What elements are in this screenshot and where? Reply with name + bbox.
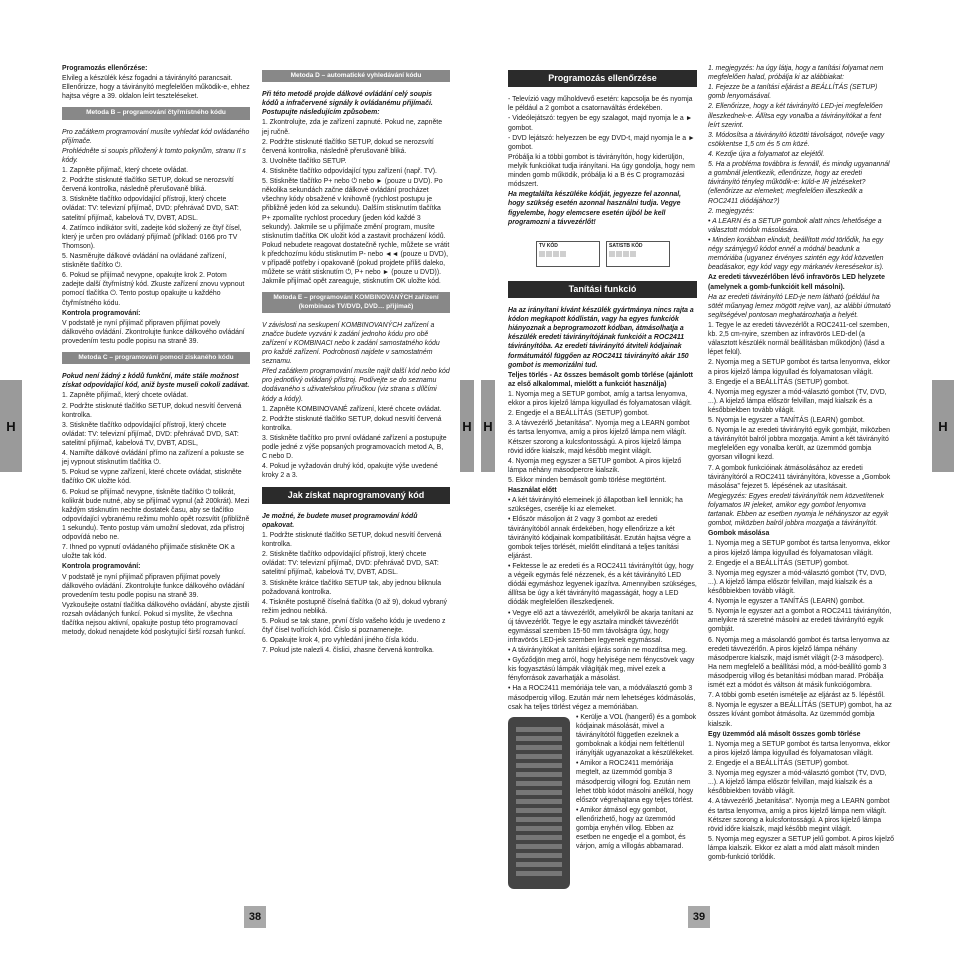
paragraph: 2. Podržte stisknuté tlačítko SETUP, dokud nesvítí červená kontrolka.: [62, 402, 242, 419]
paragraph: 5. Nyomja meg egyszer a SETUP jelű gombot. A piros kijelző lámpa kialszik. Ekkor ez alatt a mód alatt másolt minden gomb-funkció törlődik.: [708, 835, 895, 862]
page-number-right: 39: [688, 906, 710, 928]
paragraph: 2. Ellenőrizze, hogy a két távirányító LED-jei megfelelően illeszkednek-e. Állítsa egy vonalba a távirányítókat a fent leírt szerint.: [708, 103, 883, 129]
paragraph: • A két távirányító elemeinek jó állapotban kell lenniük; ha szükséges, cserélje ki az elemeket.: [508, 497, 683, 514]
section-heading: Jak získat naprogramovaný kód: [262, 487, 450, 504]
paragraph: • Fektesse le az eredeti és a ROC2411 távirányítót úgy, hogy a végeik egymás felé nézzenek, és a két távirányító LED diódái egymáshoz legyenek igazítva. Amennyiben szükséges, állítsa be úgy a két távirányító magasságát, hogy a LED diódák megfelelően illeszkedjenek.: [508, 562, 697, 607]
paragraph: 7. A többi gomb esetén ismételje az eljárást az 5. lépéstől.: [708, 692, 885, 700]
section-heading: Metoda D – automatické vyhledávání kódu: [262, 70, 450, 82]
paragraph: Před začátkem programování musíte najít další kód nebo kód pro jednotlivý ovládaný přístroj. Podívejte se do seznamu dodávaného s uživatelskou příručkou (viz strana s dílčími kódy a kódy).: [262, 368, 450, 403]
paragraph: Elvileg a készülék kész fogadni a távirányító parancsait. Ellenőrizze, hogy a távirányító megfelelően működik-e, ehhez hajtsa végre a 39. oldalon leírt teszteléseket.: [62, 75, 250, 101]
paragraph: 4. Nyomja meg egyszer a SETUP gombot. A piros kijelző lámpa néhány másodpercre kialszik.: [508, 457, 682, 474]
paragraph: • Először másoljon át 2 vagy 3 gombot az eredeti távirányítóból annak érdekében, hogy ellenőrizze a két távirányító kódjainak kompatibilitását. Ezután hajtsa végre a gombok teljes törlését, mielőtt elindítaná a teljes tanítási eljárást.: [508, 516, 691, 560]
paragraph: 7. Pokud jste nalezli 4. číslici, zhasne červená kontrolka.: [262, 647, 434, 655]
code-digit-box: [560, 251, 566, 257]
right-column-1: [508, 64, 697, 893]
paragraph: 6. Pokud se přijímač nevypne, tiskněte tlačítko ⏻ tolikrát, kolikrát bude nutné, aby se přijímač vypnul (až 200krát). Mezi každým stisknutím nechte dostatek času, aby se tlačítko odpovídající vybranému režimu mohlo opět rozsvítit (přibližně 1 sekundu). Tento postup vám umožní sledovat, zda přístroj odpovídá nebo ne.: [62, 488, 250, 542]
paragraph: 6. Opakujte krok 4, pro vyhledání jiného čísla kódu.: [262, 637, 419, 645]
paragraph: Při této metodě projde dálkové ovládání celý soupis kódů a infračervené signály k ovládanému přijímači. Postupujte následujícím způsobem:: [262, 91, 433, 117]
paragraph: 3. Engedje el a BEÁLLÍTÁS (SETUP) gombot.: [708, 378, 849, 386]
paragraph: 2. Engedje el a BEÁLLÍTÁS (SETUP) gombot.: [508, 410, 649, 418]
paragraph: • Minden korábban elindult, beállított mód törlődik, ha egy négy számjegyű kódot ennél a módnál beadunk a memóriába (ugyanez érvényes szintén egy kód közvetlen beadásakor, egy kód vagy egy márkanév keresésekor is).: [708, 236, 884, 272]
paragraph: 1. Podržte stisknuté tlačítko SETUP, dokud nesvítí červená kontrolka.: [262, 532, 442, 549]
paragraph: 1. Nyomja meg a SETUP gombot és tartsa lenyomva, ekkor a piros kijelző lámpa kigyullad és folyamatosan világít.: [708, 740, 891, 757]
paragraph: 1. Zapněte přijímač, který chcete ovládat.: [62, 392, 189, 400]
page-number-left: 38: [244, 906, 266, 928]
paragraph: 3. Stiskněte krátce tlačítko SETUP tak, aby jednou bliknula požadovaná kontrolka.: [262, 579, 442, 596]
paragraph: Egy üzemmód alá másolt összes gomb törlése: [708, 730, 861, 738]
paragraph: 4. A távvezérlő „betanítása”. Nyomja meg a LEARN gombot és tartsa lenyomva, amíg a piros kijelző lámpa nem világít. Kétszer szorong a kulcsfontosságú. A piros kijelző lámpa rövid időre kialszik, majd később megint világít.: [708, 798, 890, 833]
paragraph: - Televízió vagy műholdvevő esetén: kapcsolja be és nyomja le például a 2 gombot a csatornaváltás érdekében.: [508, 96, 693, 113]
paragraph: 1. megjegyzés: ha úgy látja, hogy a tanítási folyamat nem megfelelően halad, próbálja ki az alábbiakat:: [708, 65, 884, 82]
paragraph: 4. Nyomja le egyszer a TANÍTÁS (LEARN) gombot.: [708, 598, 865, 606]
paragraph: 2. Podržte stisknuté tlačítko SETUP, dokud se nerozsvítí červená kontrolka, následně přerušovaně bliká.: [262, 138, 434, 155]
paragraph: 1. Tegye le az eredeti távvezérlőt a ROC2411-cel szemben, kb. 2,5 cm-nyire, szemben az infravörös LED-del (a választott készülék normál beállításban működjön) (lásd a lépet felül).: [708, 321, 890, 357]
paragraph: 5. Nyomja le egyszer a TANÍTÁS (LEARN) gombot.: [708, 417, 865, 425]
paragraph: • Győződjön meg arról, hogy helyisége nem fénycsövek vagy kis fogyasztású lámpák világítják meg, mivel ezek a fényforrások zavarhatják a másolást.: [508, 657, 695, 683]
left-column-2: [262, 64, 450, 656]
paragraph: Az eredeti távvezérlőben lévő infravörös LED helyzete (amelynek a gomb-funkcióit kell másolni).: [708, 274, 885, 291]
code-digit-box: [553, 251, 559, 257]
paragraph: 2. Podržte stisknuté tlačítko SETUP, dokud nesvítí červená kontrolka.: [262, 415, 442, 432]
code-digit-box: [546, 251, 552, 257]
paragraph: 5. Ekkor minden bemásolt gomb törlése megtörtént.: [508, 477, 667, 484]
paragraph: • A LEARN és a SETUP gombok alatt nincs lehetősége a választott módok másolására.: [708, 217, 882, 234]
paragraph: • Amikor a ROC2411 memóriája megtelt, az üzemmód gombja 3 másodpercig villogni fog. Ezután nem lehet több kódot másolni anélkül, hogy először végrehajtana egy teljes törlést.: [576, 760, 694, 804]
paragraph: V podstatě je nyní přijímač připraven přijímat povely dálkového ovládání. Zkontrolujte funkce dálkového ovládání provedením testu podle popisu na straně 39.: [62, 573, 245, 599]
paragraph: 5. Ha a probléma továbbra is fennáll, és mindig ugyanannál a gombnál jelentkezik, ellenőrizze, hogy az eredeti távirányító tényleg működik-e: küld-e IR jelzéseket? (ellenőrizze az elemeket; megfelelően illeszkedik a ROC2411 diódájához?): [708, 161, 890, 205]
section-heading: Programozás ellenőrzése: [508, 70, 697, 87]
paragraph: 7. A gombok funkcióinak átmásolásához az eredeti távirányítóról a ROC2411 távirányítóra, kövesse a „Gombok másolása” fejezet 5. lépésének az utasításait.: [708, 464, 891, 490]
paragraph: Je možné, že budete muset programování kódů opakovat.: [262, 512, 418, 529]
paragraph: • Vegye elő azt a távvezérlőt, amelyikről be akarja tanítani az új távvezérlőt. Tegye le egy asztalra mindkét távvezérlőt egymással szemben 15-50 mm távolságra úgy, hogy infravörös LED-jeik szemben legyenek egymással.: [508, 609, 694, 644]
paragraph: Megjegyzés: Egyes eredeti távirányítók nem közvetítenek folyamatos IR jeleket, amikor egy gombot lenyomva tartanak. Ebben az esetben nyomja le néhányszor az egyik gombot, miközben balról jobbra mozgatja a távirányítót.: [708, 492, 889, 528]
paragraph: 4. Tiskněte postupně číselná tlačítka (0 až 9), dokud vybraný režim jednou nebliká.: [262, 598, 448, 615]
paragraph: 2. Stiskněte tlačítko odpovídající přístroji, který chcete ovládat: TV: televizní přijímač, DVD: přehrávač DVD, SAT: satelitní přijímač, kabelová TV, DVBT, ADSL.: [262, 551, 439, 577]
paragraph: 1. Zkontrolujte, zda je zařízení zapnuté. Pokud ne, zapněte jej ručně.: [262, 119, 443, 136]
paragraph: 3. A távvezérlő „betanítása”. Nyomja meg a LEARN gombot és tartsa lenyomva, amíg a piros kijelző lámpa nem világít. Kétszer szorong a kulcsfontosságú. A piros kijelző lámpa rövid időre kialszik, majd később megint világít.: [508, 420, 690, 455]
paragraph: 5. Stiskněte tlačítko P+ nebo ⏻ nebo ► (pouze u DVD). Po několika sekundách začne dálkové ovládání procházet všechny kódy obsažené v knihovně (rychlost postupu je přibližně jeden kód za sekundu). Dalším stisknutím tlačítka P+ zpomalíte rychlost procedury (jeden kód každé 3 sekundy). Jakmile se u přijímače změní program, musíte stisknutím tlačítka OK uložit kód a zastavit procházení kódů. Pokud nebudete reagovat dostatečně rychle, můžete se vrátit k předchozímu kódu stisknutím P- nebo ◄◄ (pouze u DVD), v případě potřeby i opakovaně (pokud projdete příliš daleko, můžete se vrátit stisknutím ⏻, P+ nebo ► (pouze u DVD)). Jakmile přijímač opět zareaguje, stisknutím OK uložte kód.: [262, 178, 450, 286]
paragraph: Ha megtalálta készüléke kódját, jegyezze fel azonnal, hogy szükség esetén azonnal használni tudja. Vegye figyelembe, hogy elemcsere esetén újból be kell programozni a távvezérlőt!: [508, 191, 682, 226]
section-heading: Metoda E – programování KOMBINOVANÝCH zařízení (kombinace TV/DVD, DVD… přijímač): [262, 292, 450, 312]
paragraph: 8. Nyomja le egyszer a BEÁLLÍTÁS (SETUP) gombot, ha az összes kívánt gombot átmásolta. Az üzemmód gombja kialszik.: [708, 702, 892, 728]
paragraph: 5. Nasměrujte dálkové ovládání na ovládané zařízení, stiskněte tlačítko ⏻.: [62, 252, 227, 270]
paragraph: 2. megjegyzés:: [708, 207, 755, 215]
paragraph: Ha az eredeti távirányító LED-je nem látható (például ha sötét műanyag lemez mögött rejtve van), az alábbi útmutató segítségével pontosan meghatározhatja a helyét.: [708, 293, 891, 319]
paragraph: Pokud není žádný z kódů funkční, máte stále možnost získat odpovídající kód, aniž byste museli cokoli zadávat.: [62, 373, 250, 390]
paragraph: • Ha a ROC2411 memóriája tele van, a módválasztó gomb 3 másodpercig villog. Ezután már nem lehetséges kódmásolás, csak ha teljes törlést végez a memóriában.: [508, 685, 696, 711]
paragraph: 4. Zatímco indikátor svítí, zadejte kód složený ze čtyř čísel, který je určen pro ovládaný přijímač (příklad: 0166 pro TV Thomson).: [62, 224, 242, 250]
side-tab-left: H: [0, 380, 22, 472]
paragraph: 1. Fejezze be a tanítási eljárást a BEÁLLÍTÁS (SETUP) gomb lenyomásával.: [708, 84, 878, 101]
paragraph: Programozás ellenőrzése:: [62, 65, 148, 72]
paragraph: 3. Stiskněte tlačítko odpovídající přístroji, který chcete ovládat: TV: televizní přijímač, DVD: přehrávač DVD, SAT: satelitní přijímač, kabelová TV, DVBT, ADSL,: [62, 421, 239, 447]
code-box: [606, 241, 670, 267]
paragraph: 2. Podržte stisknuté tlačítko SETUP, dokud se nerozsvítí červená kontrolka, následně přerušovaně bliká.: [62, 177, 234, 194]
code-box-label: TV KÓD: [539, 242, 558, 249]
paragraph: 1. Zapněte KOMBINOVANÉ zařízení, které chcete ovládat.: [262, 405, 442, 413]
paragraph: 4. Kezdje újra a folyamatot az elejétől.: [708, 150, 825, 158]
paragraph: 3. Uvolněte tlačítko SETUP.: [262, 157, 347, 165]
paragraph: V závislosti na seskupení KOMBINOVANÝCH zařízení a značce budete vyzváni k zadání jednoho kódu pro obě zařízení v KOMBINACI nebo k zadání samostatného kódu pro každé zařízení. Podrobnosti najdete v samostatném seznamu.: [262, 321, 440, 366]
paragraph: 6. Nyomja le az eredeti távirányító egyik gombját, miközben a távirányítót balról jobbra mozgatja. Amint a két távirányító megfelelően egy vonalba került, az üzemmód gombja gyorsan villogni kezd.: [708, 427, 890, 462]
paragraph: 1. Nyomja meg a SETUP gombot és tartsa lenyomva, ekkor a piros kijelző lámpa kigyullad és folyamatosan világít.: [708, 540, 891, 557]
code-digit-box: [630, 251, 636, 257]
paragraph: 6. Nyomja meg a másolandó gombot és tartsa lenyomva az eredeti távvezérlőn. A piros kijelző lámpa néhány másodpercre kialszik, majd ismét világít (2-3 másodperc). Ha nem megfelelő a beállítási mód, a mód-beállító gomb 3 másodpercig villog és betanítási módban marad. Próbálja ismét ezt a módot és váltson át másik funkciógombra.: [708, 636, 890, 690]
paragraph: Pro začátkem programování musíte vyhledat kód ovládaného přijímače.: [62, 128, 250, 145]
paragraph: 2. Engedje el a BEÁLLÍTÁS (SETUP) gombot.: [708, 759, 849, 767]
paragraph: - Videólejátszó: tegyen be egy szalagot, majd nyomja le a ► gombot.: [508, 115, 693, 132]
paragraph: 4. Namiřte dálkové ovládání přímo na zařízení a pokuste se jej vypnout stisknutím tlačítka ⏻.: [62, 450, 244, 467]
remote-illustration: [508, 717, 570, 889]
side-tab-center-right: H: [481, 380, 495, 472]
paragraph: 5. Pokud se tak stane, první číslo vašeho kódu je uvedeno z čtyř čísel tvořících kód. Číslo si poznamenejte.: [262, 617, 446, 635]
paragraph: Ha az irányítani kívánt készülék gyártmánya nincs rajta a kódon megkapott kódlistán, vagy ha egyes funkciók hiányoznak a beprogramozott kódban, átmásolhatja a készülék eredeti távirányítójának funkcióit a ROC2411 távirányítóba. Az eredeti távirányító átviteli kódjainak formátumától függően az ROC2411 távirányító akár 150 gombot is memorizálni tud.: [508, 307, 694, 369]
section-heading: Metoda B – programování čtyřmístného kódu: [62, 107, 250, 119]
section-heading: Metoda C – programování pomocí ziskaného kódu: [62, 352, 250, 364]
paragraph: 4. Stiskněte tlačítko odpovídající typu zařízení (např. TV).: [262, 168, 437, 175]
section-heading: Tanítási funkció: [508, 281, 697, 298]
paragraph: • A távirányítókat a tanítási eljárás során ne mozdítsa meg.: [508, 646, 687, 654]
paragraph: 1. Nyomja meg a SETUP gombot, amíg a tartsa lenyomva, ekkor a piros kijelző lámpa kigyullad és folyamatosan világít.: [508, 391, 692, 408]
paragraph: • Kerülje a VOL (hangerő) és a gombok kódjainak másolását, mivel a távirányítótól független ezeknek a gomboknak a kódjai nem feltétlenül irányítják ugyanazokat a készülékeket.: [576, 713, 697, 758]
side-tab-right: H: [932, 380, 954, 472]
code-digit-box: [616, 251, 622, 257]
paragraph: Próbálja ki a többi gombot is távirányítón, hogy kiderüljön, melyik funkciókat tudja irányítani. Ha úgy gondolja, hogy nem minden gomb működik, próbálja ki a B és C programozási módszert.: [508, 153, 695, 189]
paragraph: 2. Nyomja meg a SETUP gombot és tartsa lenyomva, ekkor a piros kijelző lámpa kigyullad és folyamatosan világít.: [708, 359, 891, 376]
paragraph: 3. Módosítsa a távirányító közötti távolságot, növelje vagy csökkentse 1,5 cm és 5 cm közé.: [708, 131, 885, 148]
paragraph: 5. Pokud se vypne zařízení, které chcete ovládat, stiskněte tlačítko OK uložte kód.: [62, 469, 242, 486]
paragraph: 2. Engedje el a BEÁLLÍTÁS (SETUP) gombot.: [708, 559, 849, 567]
paragraph: Prohlédněte si soupis přiložený k tomto pokynům, stranu II s kódy.: [62, 147, 246, 164]
paragraph: Kontrola programování:: [62, 309, 141, 317]
paragraph: 4. Pokud je vyžadován druhý kód, opakujte výše uvedené kroky 2 a 3.: [262, 463, 438, 480]
paragraph: 7. Ihned po vypnutí ovládaného přijímače stiskněte OK a uložte tak kód.: [62, 544, 235, 561]
paragraph: Teljes törlés - Az összes bemásolt gomb törlése (ajánlott az első alkalommal, mielőtt a funkciót használja): [508, 371, 693, 388]
paragraph: 3. Nyomja meg egyszer a mód-választó gombot (TV, DVD, ...). A kijelző lámpa először felvillan, majd kialszik és a későbbiekben tovább világít.: [708, 569, 887, 596]
paragraph: • Amikor átmásol egy gombot, ellenőrizhető, hogy az üzemmód gombja enyhén villog. Ebben az esetben ne engedje el a gombot, és várjon, amíg a villogás abbamarad.: [576, 806, 686, 851]
side-tab-center-left: H: [460, 380, 474, 472]
paragraph: 3. Stiskněte tlačítko pro první ovládané zařízení a postupujte podle jedné z výše popsaných programovacích metod A, B, C nebo D.: [262, 434, 447, 461]
paragraph: Vyzkoušejte ostatní tlačítka dálkového ovládání, abyste zjistili rozsah ovládaných funkcí. Pokud si myslíte, že všechna tlačítka nejsou aktivní, opakujte postup této programovací metody, dokud nenajdete kód poskytující širší rozsah funkcí.: [62, 601, 250, 637]
code-digit-box: [623, 251, 629, 257]
paragraph: Gombok másolása: [708, 530, 770, 538]
paragraph: Használat előtt: [508, 487, 557, 495]
code-figure: [536, 241, 697, 267]
paragraph: - DVD lejátszó: helyezzen be egy DVD-t, majd nyomja le a ► gombot.: [508, 134, 695, 151]
paragraph: 1. Zapněte přijímač, který chcete ovládat.: [62, 167, 189, 174]
paragraph: 3. Stiskněte tlačítko odpovídající přístroji, který chcete ovládat: TV: televizní přijímač, DVD: přehrávač DVD, SAT: satelitní přijímač, kabelová TV, DVBT, ADSL.: [62, 196, 239, 222]
paragraph: Kontrola programování:: [62, 563, 141, 571]
left-column-1: [62, 64, 250, 638]
paragraph: 3. Nyomja meg egyszer a mód-választó gombot (TV, DVD, ...). A kijelző lámpa először felvillan, majd kialszik és a későbbiekben tovább világít.: [708, 770, 887, 796]
paragraph: 6. Pokud se přijímač nevypne, opakujte krok 2. Potom zadejte další čtyřmístný kód. Zkuste zařízení znovu vypnout pomocí tlačítka ⏻. Tento postup opakujte u každého čtyřmístného kódu.: [62, 272, 245, 307]
code-box-label: SAT/STB KÓD: [609, 242, 643, 249]
paragraph: 5. Nyomja le egyszer azt a gombot a ROC2411 távirányítón, amelyikre rá szeretné másolni az eredeti távirányító egyik gombját.: [708, 608, 892, 634]
code-digit-box: [539, 251, 545, 257]
code-box: [536, 241, 600, 267]
code-digit-box: [609, 251, 615, 257]
right-column-2: [708, 64, 894, 863]
paragraph: 4. Nyomja meg egyszer a mód-választó gombot (TV, DVD, ...). A kijelző lámpa először felvillan, majd kialszik és a későbbiekben tovább világít.: [708, 388, 887, 414]
paragraph: V podstatě je nyní přijímač připraven přijímat povely dálkového ovládání. Zkontrolujte funkce dálkového ovládání provedením testu podle popisu na straně 39.: [62, 319, 245, 345]
